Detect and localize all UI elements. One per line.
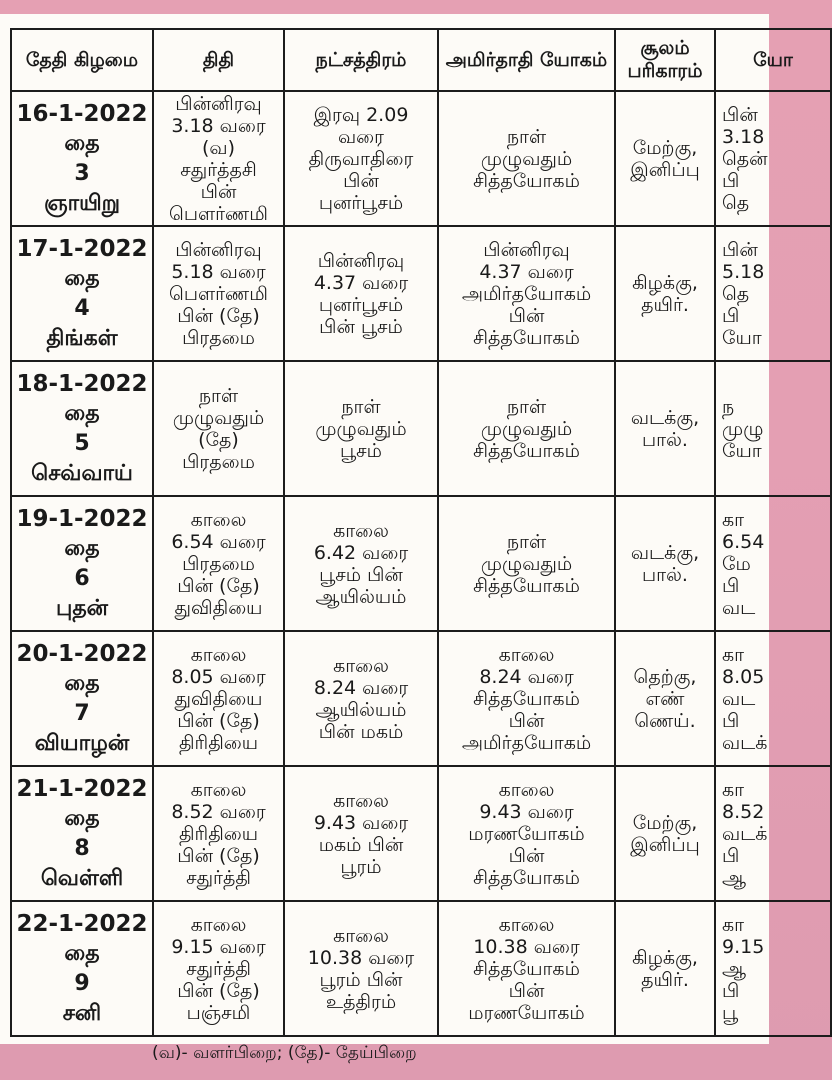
nakshatra-cell [284,631,438,766]
header-row [11,29,831,91]
nakshatra-cell [284,496,438,631]
nakshatra-cell-line: காலை [333,654,389,677]
partial-cell-line: பூ [722,1001,739,1024]
date-cell [11,496,153,631]
nakshatra-cell-line: மகம் பின் [318,833,404,856]
thithi-cell-line: 3.18 வரை [171,114,266,137]
nakshatra-cell-line: புனர்பூசம் [318,191,404,214]
partial-cell [715,766,831,901]
thithi-cell-line: சதுர்த்தி [186,957,251,980]
partial-cell-line: தெ [722,191,750,214]
partial-cell-line: பி [722,574,740,597]
nakshatra-cell-line: நாள் [341,395,381,418]
date-day: 7 [74,700,90,726]
yogam-cell [438,361,615,496]
partial-cell-line: பின் [722,238,758,261]
yogam-cell-line: மரணயோகம் [468,822,585,845]
yogam-cell [438,766,615,901]
yogam-cell-line: மரணயோகம் [468,1001,585,1024]
soolam-cell [615,631,715,766]
thithi-cell-line: 8.52 வரை [171,800,266,823]
yogam-cell-line: அமிர்தயோகம் [461,731,592,754]
date-cell [11,361,153,496]
thithi-cell-line: காலை [190,778,247,801]
date-weekday: திங்கள் [46,325,118,351]
thithi-cell [153,901,284,1036]
thithi-cell-line: சதுர்த்தசி [180,158,257,181]
nakshatra-cell-line: 10.38 வரை [307,946,415,969]
partial-cell [715,901,831,1036]
table-row [11,91,831,226]
yogam-cell-line: நாள் [506,395,547,418]
soolam-cell [615,766,715,901]
date-weekday: வியாழன் [34,730,130,756]
nakshatra-cell [284,901,438,1036]
thithi-cell-line: 6.54 வரை [171,530,266,553]
thithi-cell-line: திரிதியை [178,822,259,845]
nakshatra-cell-line: 4.37 வரை [313,271,409,294]
partial-cell-line: 8.05 [722,665,765,688]
date-date: 17-1-2022 [16,235,148,262]
thithi-cell-line: காலை [190,508,247,531]
soolam-cell-line: கிழக்கு, [632,946,698,969]
date-date: 16-1-2022 [16,100,148,127]
partial-cell-line: வடக் [722,731,768,754]
partial-cell-line: வட [722,687,756,710]
thithi-cell-line: பின் (தே) [177,304,260,327]
date-day: 8 [74,835,90,861]
partial-cell [715,361,831,496]
date-day: 6 [74,565,90,591]
partial-cell-line: கா [722,643,745,666]
nakshatra-cell-line: பூசம் [340,439,382,462]
thithi-cell-line: பிரதமை [182,552,255,575]
soolam-cell [615,361,715,496]
nakshatra-cell-line: பின்னிரவு [317,249,405,272]
thithi-cell-line: 8.05 வரை [171,665,266,688]
nakshatra-cell [284,226,438,361]
date-day: 5 [74,430,90,456]
thithi-cell [153,226,284,361]
date-cell [11,631,153,766]
thithi-cell-line: பின் (தே) [177,709,260,732]
thithi-cell-line: 9.15 வரை [171,935,266,958]
partial-cell-line: 9.15 [722,935,765,958]
partial-cell-line: பி [722,844,740,867]
date-date: 22-1-2022 [16,910,148,937]
table-row [11,496,831,631]
date-month: தை [64,535,100,561]
thithi-cell-line: பின் [200,180,237,203]
header-date-day: தேதி கிழமை [11,29,153,91]
thithi-cell [153,631,284,766]
soolam-cell-line: ணெய். [634,709,696,732]
date-cell [11,901,153,1036]
partial-cell [715,226,831,361]
thithi-cell-line: பஞ்சமி [186,1001,251,1024]
nakshatra-cell-line: காலை [333,789,389,812]
partial-cell-line: பி [722,979,740,1002]
partial-cell-line: தெ [722,282,750,305]
thithi-cell-line: துவிதியை [174,596,263,619]
thithi-cell [153,766,284,901]
soolam-cell-line: மேற்கு, [632,811,698,834]
date-weekday: புதன் [55,595,109,621]
date-weekday: செவ்வாய் [31,460,133,486]
soolam-cell-line: கிழக்கு, [632,271,698,294]
nakshatra-cell-line: காலை [333,519,389,542]
thithi-cell-line: முழுவதும் [172,406,265,429]
legend-footnote: (வ)- வளர்பிறை; (தே)- தேய்பிறை [152,1043,417,1063]
partial-cell-line: மே [722,552,751,575]
partial-cell-line: 8.52 [722,800,765,823]
partial-cell-line: யோ [722,439,762,462]
yogam-cell-line: 8.24 வரை [479,665,574,688]
yogam-cell [438,631,615,766]
date-cell [11,226,153,361]
soolam-cell-line: தயிர். [641,293,689,316]
yogam-cell-line: நாள் [506,125,547,148]
nakshatra-cell-line: பூரம் பின் [319,968,403,991]
date-cell [11,766,153,901]
header-nakshatra: நட்சத்திரம் [284,29,438,91]
header-soolam: சூலம் பரிகாரம் [615,29,715,91]
panchangam-table [10,28,832,1037]
partial-cell-line: வட [722,596,756,619]
date-month: தை [64,265,100,291]
soolam-cell-line: வடக்கு, [630,541,700,564]
date-weekday: சனி [62,1000,102,1026]
date-month: தை [64,130,100,156]
yogam-cell [438,496,615,631]
partial-cell-line: ஆ [722,957,747,980]
yogam-cell-line: சித்தயோகம் [473,687,580,710]
yogam-cell-line: சித்தயோகம் [473,169,580,192]
partial-cell [715,496,831,631]
thithi-cell-line: பௌர்ணமி [169,202,268,225]
yogam-cell-line: பின் [508,304,545,327]
date-date: 19-1-2022 [16,505,148,532]
nakshatra-cell-line: இரவு 2.09 [313,103,409,126]
nakshatra-cell [284,91,438,226]
partial-cell-line: யோ [722,326,762,349]
header-yogam: அமிர்தாதி யோகம் [438,29,615,91]
nakshatra-cell-line: ஆயில்யம் [315,585,407,608]
yogam-cell-line: சித்தயோகம் [473,439,580,462]
partial-cell-line: பி [722,304,740,327]
partial-cell-line: தென் [722,147,768,170]
date-month: தை [64,805,100,831]
nakshatra-cell-line: 9.43 வரை [313,811,409,834]
date-month: தை [64,940,100,966]
table-row [11,901,831,1036]
partial-cell-line: ஆ [722,866,747,889]
nakshatra-cell [284,361,438,496]
partial-cell [715,91,831,226]
yogam-cell-line: சித்தயோகம் [473,866,580,889]
nakshatra-cell-line: உத்திரம் [325,990,397,1013]
thithi-cell [153,361,284,496]
yogam-cell-line: சித்தயோகம் [473,574,580,597]
yogam-cell-line: காலை [498,913,555,936]
yogam-cell-line: அமிர்தயோகம் [461,282,592,305]
yogam-cell-line: முழுவதும் [480,552,573,575]
soolam-cell [615,226,715,361]
thithi-cell-line: (வ) [201,136,235,159]
table-row [11,766,831,901]
nakshatra-cell-line: 6.42 வரை [313,541,409,564]
yogam-cell [438,226,615,361]
thithi-cell [153,91,284,226]
soolam-cell-line: தயிர். [641,968,689,991]
partial-cell [715,631,831,766]
nakshatra-cell-line: பின் [343,169,379,192]
soolam-cell-line: பால். [642,428,688,451]
partial-cell-line: 6.54 [722,530,765,553]
thithi-cell-line: பின்னிரவு [175,238,262,261]
partial-cell-line: கா [722,913,745,936]
thithi-cell-line: (தே) [198,428,239,451]
soolam-cell [615,496,715,631]
thithi-cell-line: பின் (தே) [177,844,260,867]
table-row [11,631,831,766]
thithi-cell [153,496,284,631]
date-weekday: ஞாயிறு [43,190,121,216]
yogam-cell-line: 10.38 வரை [473,935,580,958]
yogam-cell [438,91,615,226]
thithi-cell-line: பின் (தே) [177,574,260,597]
soolam-cell-line: எண் [645,687,685,710]
yogam-cell-line: பின் [508,844,545,867]
soolam-cell-line: இனிப்பு [630,158,700,181]
thithi-cell-line: திரிதியை [178,731,259,754]
date-day: 3 [74,160,90,186]
thithi-cell-line: 5.18 வரை [171,260,266,283]
partial-cell-line: 3.18 [722,125,765,148]
yogam-cell-line: பின் [508,709,545,732]
yogam-cell-line: காலை [498,643,555,666]
partial-cell-line: கா [722,778,745,801]
thithi-cell-line: பின் (தே) [177,979,260,1002]
date-date: 18-1-2022 [16,370,148,397]
date-month: தை [64,670,100,696]
yogam-cell-line: பின் [508,979,545,1002]
nakshatra-cell-line: புனர்பூசம் [318,293,404,316]
partial-cell-line: வடக் [722,822,768,845]
yogam-cell [438,901,615,1036]
header-thithi: திதி [153,29,284,91]
date-date: 20-1-2022 [16,640,148,667]
date-day: 4 [74,295,90,321]
table-row [11,226,831,361]
partial-cell-line: 5.18 [722,260,765,283]
table-row [11,361,831,496]
date-cell [11,91,153,226]
header-last: யோ [715,29,831,91]
yogam-cell-line: பின்னிரவு [483,238,570,261]
soolam-cell-line: தெற்கு, [633,665,697,688]
soolam-cell-line: மேற்கு, [632,136,698,159]
partial-cell-line: பி [722,169,740,192]
nakshatra-cell-line: பின் மகம் [318,720,404,743]
date-date: 21-1-2022 [16,775,148,802]
nakshatra-cell-line: பூசம் பின் [319,563,403,586]
soolam-cell-line: வடக்கு, [630,406,700,429]
date-month: தை [64,400,100,426]
nakshatra-cell-line: 8.24 வரை [313,676,409,699]
soolam-cell-line: இனிப்பு [630,833,700,856]
thithi-cell-line: நாள் [198,384,239,407]
partial-cell-line: பின் [722,103,758,126]
nakshatra-cell-line: பின் பூசம் [319,315,403,338]
thithi-cell-line: காலை [190,913,247,936]
partial-cell-line: முழு [722,417,764,440]
partial-cell-line: கா [722,508,745,531]
yogam-cell-line: நாள் [506,530,547,553]
date-day: 9 [74,970,90,996]
date-weekday: வெள்ளி [40,865,124,891]
yogam-cell-line: சித்தயோகம் [473,326,580,349]
yogam-cell-line: 9.43 வரை [479,800,574,823]
yogam-cell-line: 4.37 வரை [479,260,574,283]
nakshatra-cell-line: காலை [333,924,389,947]
yogam-cell-line: முழுவதும் [480,417,573,440]
nakshatra-cell-line: ஆயில்யம் [315,698,407,721]
soolam-cell [615,91,715,226]
thithi-cell-line: காலை [190,643,247,666]
thithi-cell-line: துவிதியை [174,687,263,710]
thithi-cell-line: சதுர்த்தி [186,866,251,889]
thithi-cell-line: பின்னிரவு [175,92,262,115]
thithi-cell-line: பிரதமை [182,450,255,473]
yogam-cell-line: சித்தயோகம் [473,957,580,980]
nakshatra-cell-line: திருவாதிரை [308,147,414,170]
thithi-cell-line: பிரதமை [182,326,255,349]
nakshatra-cell [284,766,438,901]
nakshatra-cell-line: பூரம் [340,855,382,878]
nakshatra-cell-line: முழுவதும் [315,417,407,440]
partial-cell-line: பி [722,709,740,732]
yogam-cell-line: காலை [498,778,555,801]
yogam-cell-line: முழுவதும் [480,147,573,170]
soolam-cell [615,901,715,1036]
soolam-cell-line: பால். [642,563,688,586]
thithi-cell-line: பௌர்ணமி [169,282,268,305]
nakshatra-cell-line: வரை [338,125,384,148]
partial-cell-line: ந [722,395,735,418]
